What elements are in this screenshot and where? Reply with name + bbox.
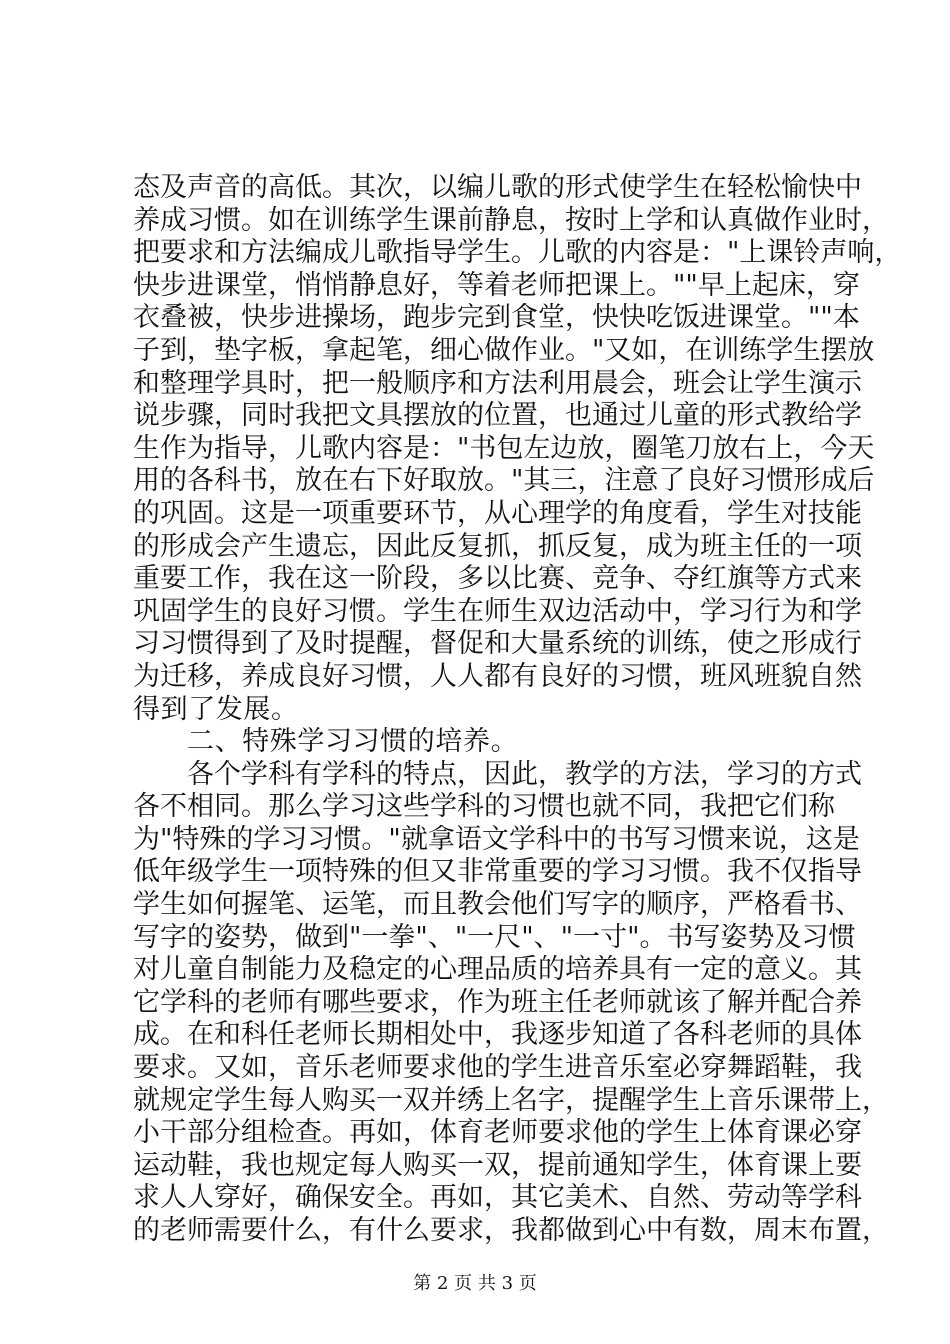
text-line: 低年级学生一项特殊的但又非常重要的学习习惯。我不仅指导	[133, 856, 862, 888]
text-line: 养成习惯。如在训练学生课前静息，按时上学和认真做作业时，	[133, 204, 889, 236]
text-line: 各不相同。那么学习这些学科的习惯也就不同，我把它们称	[133, 791, 835, 823]
text-line: 生作为指导，儿歌内容是："书包左边放，圈笔刀放右上，今天	[133, 432, 875, 464]
text-line: 它学科的老师有哪些要求，作为班主任老师就该了解并配合养	[133, 986, 862, 1018]
text-line: 对儿童自制能力及稳定的心理品质的培养具有一定的意义。其	[133, 954, 862, 986]
text-line: 的形成会产生遗忘，因此反复抓，抓反复，成为班主任的一项	[133, 530, 862, 562]
text-line: 把要求和方法编成儿歌指导学生。儿歌的内容是："上课铃声响，	[133, 237, 902, 269]
text-line: 为"特殊的学习习惯。"就拿语文学科中的书写习惯来说，这是	[133, 823, 860, 855]
text-line: 和整理学具时，把一般顺序和方法利用晨会，班会让学生演示	[133, 367, 862, 399]
text-line: 的巩固。这是一项重要环节，从心理学的角度看，学生对技能	[133, 497, 862, 529]
text-line: 小干部分组检查。再如，体育老师要求他的学生上体育课必穿	[133, 1117, 862, 1149]
text-line: 快步进课堂，悄悄静息好，等着老师把课上。""早上起床，穿	[133, 269, 860, 301]
text-line: 重要工作，我在这一阶段，多以比赛、竞争、夺红旗等方式来	[133, 563, 862, 595]
text-line: 为迁移，养成良好习惯，人人都有良好的习惯，班风班貌自然	[133, 660, 862, 692]
text-line: 态及声音的高低。其次，以编儿歌的形式使学生在轻松愉快中	[133, 172, 862, 203]
text-line: 要求。又如，音乐老师要求他的学生进音乐室必穿舞蹈鞋，我	[133, 1052, 862, 1084]
text-line: 巩固学生的良好习惯。学生在师生双边活动中，学习行为和学	[133, 595, 862, 627]
text-line: 说步骤，同时我把文具摆放的位置，也通过儿童的形式教给学	[133, 400, 862, 432]
document-body	[133, 172, 902, 1248]
text-line: 的老师需要什么，有什么要求，我都做到心中有数，周末布置，	[133, 1215, 889, 1246]
text-line: 各个学科有学科的特点，因此，教学的方法，学习的方式	[187, 758, 862, 790]
text-line: 学生如何握笔、运笔，而且教会他们写字的顺序，严格看书、	[133, 889, 862, 921]
section-heading: 二、特殊学习习惯的培养。	[187, 726, 519, 758]
text-line: 衣叠被，快步进操场，跑步完到食堂，快快吃饭进课堂。""本	[133, 302, 860, 334]
page-number-footer: 第 2 页 共 3 页	[413, 1273, 537, 1294]
text-line: 子到，垫字板，拿起笔，细心做作业。"又如，在训练学生摆放	[133, 334, 875, 366]
text-line: 就规定学生每人购买一双并绣上名字，提醒学生上音乐课带上，	[133, 1084, 889, 1116]
text-line: 成。在和科任老师长期相处中，我逐步知道了各科老师的具体	[133, 1019, 862, 1051]
text-line: 运动鞋，我也规定每人购买一双，提前通知学生，体育课上要	[133, 1149, 862, 1181]
text-line: 用的各科书，放在右下好取放。"其三，注意了良好习惯形成后	[133, 465, 875, 497]
text-line: 求人人穿好，确保安全。再如，其它美术、自然、劳动等学科	[133, 1182, 862, 1214]
text-line: 习习惯得到了及时提醒，督促和大量系统的训练，使之形成行	[133, 628, 862, 660]
text-line: 写字的姿势，做到"一拳"、"一尺"、"一寸"。书写姿势及习惯	[133, 921, 856, 953]
text-line: 得到了发展。	[133, 693, 299, 725]
